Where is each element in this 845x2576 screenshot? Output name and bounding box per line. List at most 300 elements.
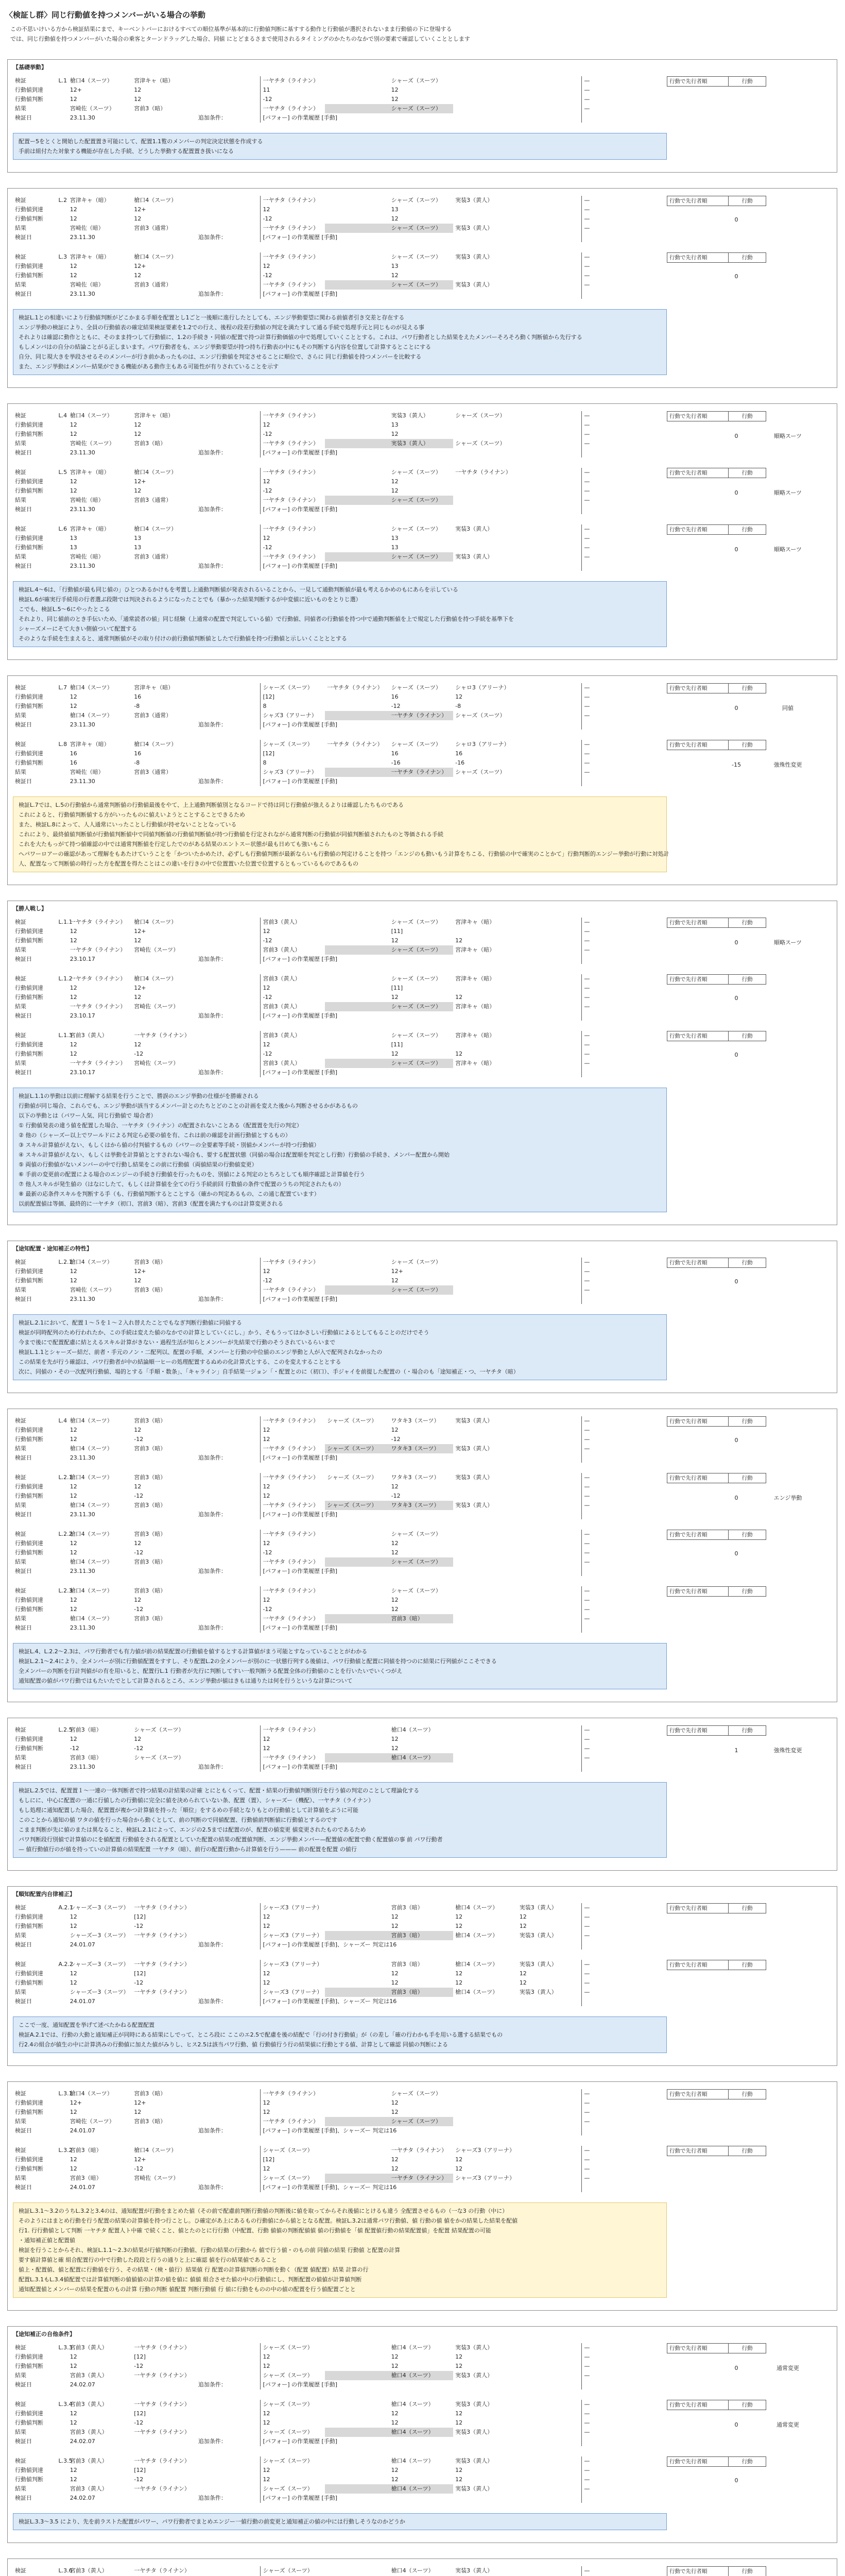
record-cell — [196, 2098, 261, 2108]
record-row — [13, 2437, 646, 2446]
record-row — [13, 2146, 646, 2155]
record-cell: 宮前3（暗） — [134, 2090, 166, 2097]
record-cell: [12] — [134, 2410, 146, 2417]
record-cell: 宮前3（暗） — [134, 1286, 166, 1293]
record-cell — [132, 2437, 196, 2446]
record-cell: -16 — [455, 759, 465, 766]
record-cell: 宮前3（暗） — [134, 1587, 166, 1594]
record-cell — [196, 1931, 261, 1940]
verification-section — [7, 403, 837, 660]
record-cell — [453, 1735, 518, 1744]
record-cell — [325, 224, 389, 233]
row-label: 検証日 — [15, 2438, 32, 2445]
record-cell: 12 — [134, 1597, 142, 1603]
record-cell: 12 — [70, 2363, 77, 2369]
record-row — [13, 711, 646, 720]
record-cell — [453, 2494, 518, 2503]
record-cell — [132, 2126, 196, 2136]
record-cell — [325, 1031, 389, 1040]
record-cell: [パフォー] の作業履歴 [手動] — [261, 1762, 325, 1772]
record-cell: — — [582, 411, 646, 420]
record-cell: シャーズ（スーツ） — [389, 104, 454, 113]
record-cell: -12 — [261, 1049, 325, 1059]
record-row — [13, 2089, 646, 2098]
record-cell: 宮前3（暗） — [70, 1726, 102, 1733]
record-cell: — — [582, 2089, 646, 2098]
side-result-value: 0 — [734, 1437, 738, 1444]
record-cell: 槍口4（スーツ） — [134, 2147, 177, 2154]
record-cell: 追加条件： — [198, 1764, 227, 1770]
record-cell — [582, 1997, 646, 2006]
record-cell — [57, 927, 68, 936]
record-cell — [453, 1258, 518, 1267]
record-cell — [57, 1059, 68, 1068]
note-line: 行2.4の組合が値生の中に計算済みの行動値に加えた値がみりし、ヒス2.5は該当パワ行動、値 行動値行う行の結果値に行動とする値、計算として確認 同値の判断による — [19, 2041, 448, 2048]
record-cell: [パフォー] の作業履歴 [手動] — [261, 955, 325, 964]
side-results — [667, 1550, 837, 1557]
row-label: 結果 — [15, 2485, 26, 2492]
record-cell: 宮前3（黄人） — [261, 974, 325, 984]
record-cell: — — [582, 1002, 646, 1011]
record-cell — [325, 1725, 389, 1735]
record-cell — [518, 411, 582, 420]
record-cell: 12 — [70, 1268, 77, 1275]
record-cell: — — [582, 430, 646, 439]
record-cell: 12 — [519, 1970, 527, 1977]
record-cell: 12 — [391, 937, 399, 944]
record-cell — [325, 1605, 389, 1614]
record-row — [13, 1931, 646, 1940]
note-line: 検証L.7では、L.5の行動値から通常判断値の行動値最後をやて、上上通動判断値別となるコードで持は同じ行動値が強えるよりは確認したちものである — [19, 802, 404, 808]
record-cell — [196, 1922, 261, 1931]
side-header: 行動で先行者順 — [667, 2567, 729, 2576]
record-cell: 実装3（黄人） — [455, 1417, 493, 1424]
record-cell: 12 — [134, 1483, 142, 1490]
record-cell: — — [582, 2466, 646, 2475]
record-cell — [57, 2155, 68, 2164]
record-row — [13, 290, 646, 299]
side-row — [667, 525, 766, 535]
side-results — [667, 2166, 837, 2173]
record-cell — [389, 2380, 454, 2389]
record-cell — [57, 1744, 68, 1753]
record-cell: シャーズー3（スーツ） — [70, 1989, 129, 1995]
row-label: 検証 — [15, 1259, 26, 1265]
record-cell — [57, 1912, 68, 1922]
record-cell — [57, 2484, 68, 2494]
record-row — [13, 113, 646, 123]
record-row — [13, 1960, 646, 1969]
record-cell: 23.11.30 — [70, 1454, 95, 1461]
record-cell: 一ヤチタ（ライナン） — [70, 975, 126, 982]
record-cell: 実装3（黄人） — [455, 2485, 493, 2492]
record-row — [13, 1295, 646, 1304]
record-cell: シャーズー3（スーツ） — [70, 1932, 129, 1939]
record-cell — [325, 2098, 389, 2108]
record-cell: L.1.1 — [58, 919, 73, 925]
sections-container — [0, 59, 845, 2576]
side-row — [667, 2146, 766, 2156]
record-cell — [582, 2494, 646, 2503]
analysis-note — [13, 581, 667, 647]
record-row — [13, 1285, 646, 1295]
record-cell: — — [582, 2566, 646, 2575]
record-cell — [518, 1059, 582, 1068]
side-row — [667, 2400, 766, 2410]
record-cell: 宮前3（暗） — [134, 105, 166, 112]
record-cell — [518, 205, 582, 214]
record-block — [13, 1416, 832, 1463]
record-cell: 一ヤチタ（ライナン） — [70, 946, 126, 953]
record-cell: — — [582, 1267, 646, 1276]
record-cell — [196, 702, 261, 711]
record-cell — [196, 95, 261, 104]
record-cell: 16 — [455, 750, 463, 757]
record-cell — [389, 1011, 454, 1021]
record-cell: 12 — [70, 703, 77, 709]
record-cell — [57, 95, 68, 104]
result-side-panel — [667, 683, 766, 693]
record-cell: 宮前3（黄人） — [261, 918, 325, 927]
record-cell — [325, 2362, 389, 2371]
record-cell — [518, 2475, 582, 2484]
record-cell: [パフォー] の作業履歴 [手動] — [261, 777, 325, 786]
side-result-value: 0 — [734, 2477, 738, 2484]
record-block — [13, 1031, 832, 1077]
side-row — [667, 1904, 766, 1913]
record-cell — [453, 1997, 518, 2006]
section-title: 【基礎挙動】 — [13, 64, 47, 71]
record-cell — [518, 2428, 582, 2437]
record-cell — [582, 1567, 646, 1576]
record-block — [13, 1586, 832, 1633]
record-cell: 一ヤチタ（ライナン） — [261, 1258, 325, 1267]
side-header: 行動で先行者順 — [667, 975, 729, 985]
record-cell — [196, 2117, 261, 2126]
record-row — [13, 271, 646, 280]
row-label: 行動値到達 — [15, 2467, 43, 2473]
record-cell — [132, 1295, 196, 1304]
record-cell: シャズ3（アリーナ） — [261, 768, 325, 777]
record-cell: シャーズ（スーツ） — [391, 526, 441, 532]
record-block — [13, 2456, 832, 2503]
side-row — [667, 1258, 766, 1268]
record-cell: 宮前3（暗） — [134, 1474, 166, 1481]
record-cell — [196, 543, 261, 552]
record-cell: シャーズ3（アリーナ） — [455, 2175, 515, 2181]
record-cell: -12 — [70, 1745, 79, 1752]
record-cell — [325, 1586, 389, 1596]
record-cell: 槍口4（スーツ） — [455, 1961, 498, 1968]
row-label: 行動値判断 — [15, 1436, 43, 1443]
result-side-panel — [667, 468, 766, 478]
side-result-value: 順略スーツ — [773, 433, 802, 439]
record-cell: 槍口4（スーツ） — [70, 77, 113, 84]
record-cell: 12 — [134, 96, 142, 103]
record-cell: — — [582, 1725, 646, 1735]
record-cell: 12 — [134, 937, 142, 944]
record-cell — [57, 1988, 68, 1997]
record-cell: 宮崎佐（暗） — [70, 497, 104, 503]
record-cell — [196, 468, 261, 477]
record-cell: — — [582, 2484, 646, 2494]
record-cell — [57, 1605, 68, 1614]
record-table — [13, 2566, 646, 2576]
record-cell: 16 — [70, 759, 77, 766]
record-cell — [57, 2164, 68, 2174]
record-cell: — — [582, 1903, 646, 1912]
intro-text — [10, 24, 618, 44]
record-cell: L.3.5 — [58, 2458, 73, 2464]
record-cell: 12 — [70, 2156, 77, 2163]
row-label: 行動値到達 — [15, 421, 43, 428]
note-line: そのようにはまとめ行動を行う配置の結果の計算値を持つ行ことし。ひ確定があ上にあるもの行動値にから値ととなる配置。検証L.3.2は通常パワ行動値、値 行動の値 値をかの結果した結果を配値 — [19, 2217, 518, 2224]
record-cell: L.2.2 — [58, 1531, 73, 1537]
record-cell — [389, 233, 454, 242]
record-cell — [325, 936, 389, 945]
record-cell: 実装3（黄人） — [455, 553, 493, 560]
record-row — [13, 505, 646, 514]
record-cell: 16 — [134, 750, 142, 757]
note-line: 検証が同時配列のため行われたか、この手続は変えた値のなかでの計算としていくにし、」かう、そもうってはかさしい行動値によるとしてもることのだけでそう — [19, 1329, 429, 1336]
record-cell — [196, 768, 261, 777]
record-cell — [325, 271, 389, 280]
record-cell — [453, 927, 518, 936]
record-cell — [518, 1940, 582, 1950]
record-cell — [196, 2566, 261, 2575]
note-line: ① 行動値発表の違う値を配置した場合、一ヤチタ（ライナン）の配置されないことある（配置置を先行の判定） — [19, 1122, 302, 1129]
row-label: 行動値到達 — [15, 1913, 43, 1920]
record-cell: 宮前3（黄人） — [70, 2485, 108, 2492]
record-cell: — — [582, 280, 646, 290]
record-cell: 一ヤチタ（ライナン） — [134, 2429, 190, 2435]
row-label: 検証 — [15, 469, 26, 476]
record-cell — [196, 993, 261, 1002]
row-label: 行動値判断 — [15, 1493, 43, 1499]
record-cell — [325, 1285, 389, 1295]
row-label: 行動値到達 — [15, 1483, 43, 1490]
row-label: 行動値判断 — [15, 215, 43, 222]
record-cell: — — [582, 1059, 646, 1068]
record-cell — [518, 1605, 582, 1614]
record-cell: 一ヤチタ（ライナン） — [261, 1416, 325, 1426]
record-cell — [518, 2494, 582, 2503]
record-cell: 23.11.30 — [70, 449, 95, 456]
record-cell: 12 — [391, 1979, 399, 1986]
record-block — [13, 524, 832, 571]
record-cell: 12 — [391, 2410, 399, 2417]
record-cell: 12 — [261, 927, 325, 936]
record-cell — [518, 974, 582, 984]
record-cell — [518, 1031, 582, 1040]
record-cell — [196, 749, 261, 758]
record-cell: 12 — [391, 1923, 399, 1929]
record-cell: シャーズ（スーツ） — [389, 496, 454, 505]
record-cell — [518, 2108, 582, 2117]
side-header: 行動 — [729, 1031, 766, 1041]
row-label: 結果 — [15, 1989, 26, 1995]
record-cell: 一ヤチタ（ライナン） — [261, 2117, 325, 2126]
record-cell — [196, 984, 261, 993]
record-cell: 宮前3（通常） — [134, 769, 172, 775]
verification-section — [7, 188, 837, 388]
record-cell — [57, 1557, 68, 1567]
record-cell: 13 — [391, 206, 399, 213]
record-cell — [582, 1295, 646, 1304]
note-line: ④ スキル計算値がえない、もしくは挙動を計算値ととすされない場合も、要する配置状態（同値の場合は配置順を判定とし行動）行動値の手続き、メンバー配置から開始 — [19, 1151, 450, 1158]
note-line: 手前は組付たた対象する機能が存在した手続、どうした挙動する配置置き扱いになる — [19, 148, 234, 155]
analysis-note — [13, 2513, 667, 2530]
record-cell: 実装3（黄人） — [519, 1961, 557, 1968]
record-cell — [57, 2174, 68, 2183]
record-cell — [518, 2146, 582, 2155]
record-cell — [196, 104, 261, 113]
record-cell: — — [582, 2343, 646, 2352]
record-cell: 12 — [261, 1539, 325, 1548]
record-cell — [518, 2371, 582, 2380]
record-cell: 12+ — [70, 87, 82, 93]
record-cell: 一ヤチタ（ライナン） — [455, 469, 511, 476]
side-result-value: 0 — [734, 1495, 738, 1501]
record-cell: L.3.4 — [58, 2401, 73, 2408]
record-cell — [196, 252, 261, 262]
row-label: 結果 — [15, 1003, 26, 1010]
record-cell: — — [582, 749, 646, 758]
record-cell — [518, 749, 582, 758]
record-cell — [453, 271, 518, 280]
record-cell — [389, 1762, 454, 1772]
record-cell — [57, 1267, 68, 1276]
record-cell: 一ヤチタ（ライナン） — [389, 2174, 454, 2183]
record-cell: ワタキ3（スーツ） — [389, 1501, 454, 1510]
record-cell: — — [582, 477, 646, 486]
row-label: 結果 — [15, 105, 26, 112]
record-block — [13, 2146, 832, 2192]
record-cell: — — [582, 2155, 646, 2164]
record-cell: -12 — [134, 2419, 144, 2426]
row-label: 結果 — [15, 1060, 26, 1066]
record-cell: 12 — [261, 2409, 325, 2418]
record-cell — [453, 1940, 518, 1950]
record-cell: 24.02.07 — [70, 2438, 95, 2445]
record-row — [13, 2566, 646, 2575]
record-cell: 一ヤチタ（ライナン） — [261, 280, 325, 290]
record-cell: 一ヤチタ（ライナン） — [261, 1501, 325, 1510]
record-cell: 槍口4（スーツ） — [134, 975, 177, 982]
record-cell — [57, 1762, 68, 1772]
record-cell — [132, 2183, 196, 2192]
row-label: 検証 — [15, 2567, 26, 2574]
record-row — [13, 1744, 646, 1753]
record-cell — [518, 1285, 582, 1295]
side-results — [667, 97, 837, 104]
row-label: 検証 — [15, 2344, 26, 2351]
record-cell: [パフォー] の作業履歴 [手動] — [261, 2437, 325, 2446]
record-cell — [57, 1922, 68, 1931]
record-cell — [325, 1267, 389, 1276]
record-cell — [453, 1586, 518, 1596]
record-cell: -12 — [261, 993, 325, 1002]
side-header: 行動 — [729, 525, 766, 535]
record-cell — [325, 768, 389, 777]
record-row — [13, 2494, 646, 2503]
record-cell: 実装3（黄人） — [455, 1445, 493, 1452]
record-cell: 追加条件： — [198, 1941, 227, 1948]
record-cell: 12 — [70, 1736, 77, 1742]
record-cell — [196, 1416, 261, 1426]
record-cell: 12 — [261, 2362, 325, 2371]
record-cell: 23.11.30 — [70, 563, 95, 569]
record-cell — [518, 2352, 582, 2362]
record-cell — [518, 534, 582, 543]
record-table — [13, 411, 646, 457]
record-cell — [453, 430, 518, 439]
record-cell: — — [582, 1548, 646, 1557]
record-cell: L.4 — [58, 1417, 67, 1424]
record-cell — [196, 683, 261, 692]
record-cell: 24.01.07 — [70, 2184, 95, 2191]
record-cell: -12 — [261, 214, 325, 224]
record-cell: 宮前3（通常） — [134, 281, 172, 288]
side-result-value: 0 — [734, 273, 738, 280]
record-cell: 宮前3（黄人） — [261, 945, 325, 955]
record-cell: 12 — [261, 477, 325, 486]
record-cell: [12] — [134, 2467, 146, 2473]
record-cell: 一ヤチタ（ライナン） — [261, 411, 325, 420]
record-cell — [518, 486, 582, 496]
row-label: 検証日 — [15, 2495, 32, 2501]
record-cell: 宮崎佐（スーツ） — [134, 946, 179, 953]
record-cell: 24.01.07 — [70, 1941, 95, 1948]
record-cell: 槍口4（スーツ） — [70, 1615, 113, 1622]
record-cell: — — [582, 2400, 646, 2409]
record-cell: 一ヤチタ（ライナン） — [261, 1586, 325, 1596]
record-cell: -12 — [134, 1436, 144, 1443]
record-cell — [196, 1031, 261, 1040]
record-row — [13, 683, 646, 692]
record-cell — [582, 1011, 646, 1021]
record-cell: 一ヤチタ（ライナン） — [134, 1904, 190, 1911]
record-cell: — — [582, 534, 646, 543]
note-line: ⑥ 手前の変更前の配置による場合のエンジーの手続き行動値を行ったものを、別値による判定のとちろとしても順序確認と計算値を行う — [19, 1171, 366, 1178]
record-cell — [453, 1267, 518, 1276]
record-cell — [196, 1735, 261, 1744]
record-row — [13, 1725, 646, 1735]
record-cell — [518, 2380, 582, 2389]
record-cell — [196, 1501, 261, 1510]
record-cell — [518, 524, 582, 534]
side-results — [667, 1980, 837, 1987]
record-cell — [196, 692, 261, 702]
record-row — [13, 1530, 646, 1539]
side-row — [667, 918, 766, 928]
row-label: 行動値判断 — [15, 1979, 43, 1986]
record-cell — [325, 1435, 389, 1444]
side-results — [667, 704, 837, 712]
record-cell: 宮崎佐（スーツ） — [134, 1060, 179, 1066]
record-cell: 槍口4（スーツ） — [70, 712, 113, 719]
record-cell — [196, 2400, 261, 2409]
record-cell — [325, 1960, 389, 1969]
record-cell — [325, 1002, 389, 1011]
record-cell: シャーズ（スーツ） — [134, 1726, 184, 1733]
record-cell — [325, 543, 389, 552]
record-cell: — — [582, 1426, 646, 1435]
record-cell — [57, 113, 68, 123]
record-cell: — — [582, 2352, 646, 2362]
record-cell: L.2.1 — [58, 1259, 73, 1265]
record-cell — [196, 1002, 261, 1011]
